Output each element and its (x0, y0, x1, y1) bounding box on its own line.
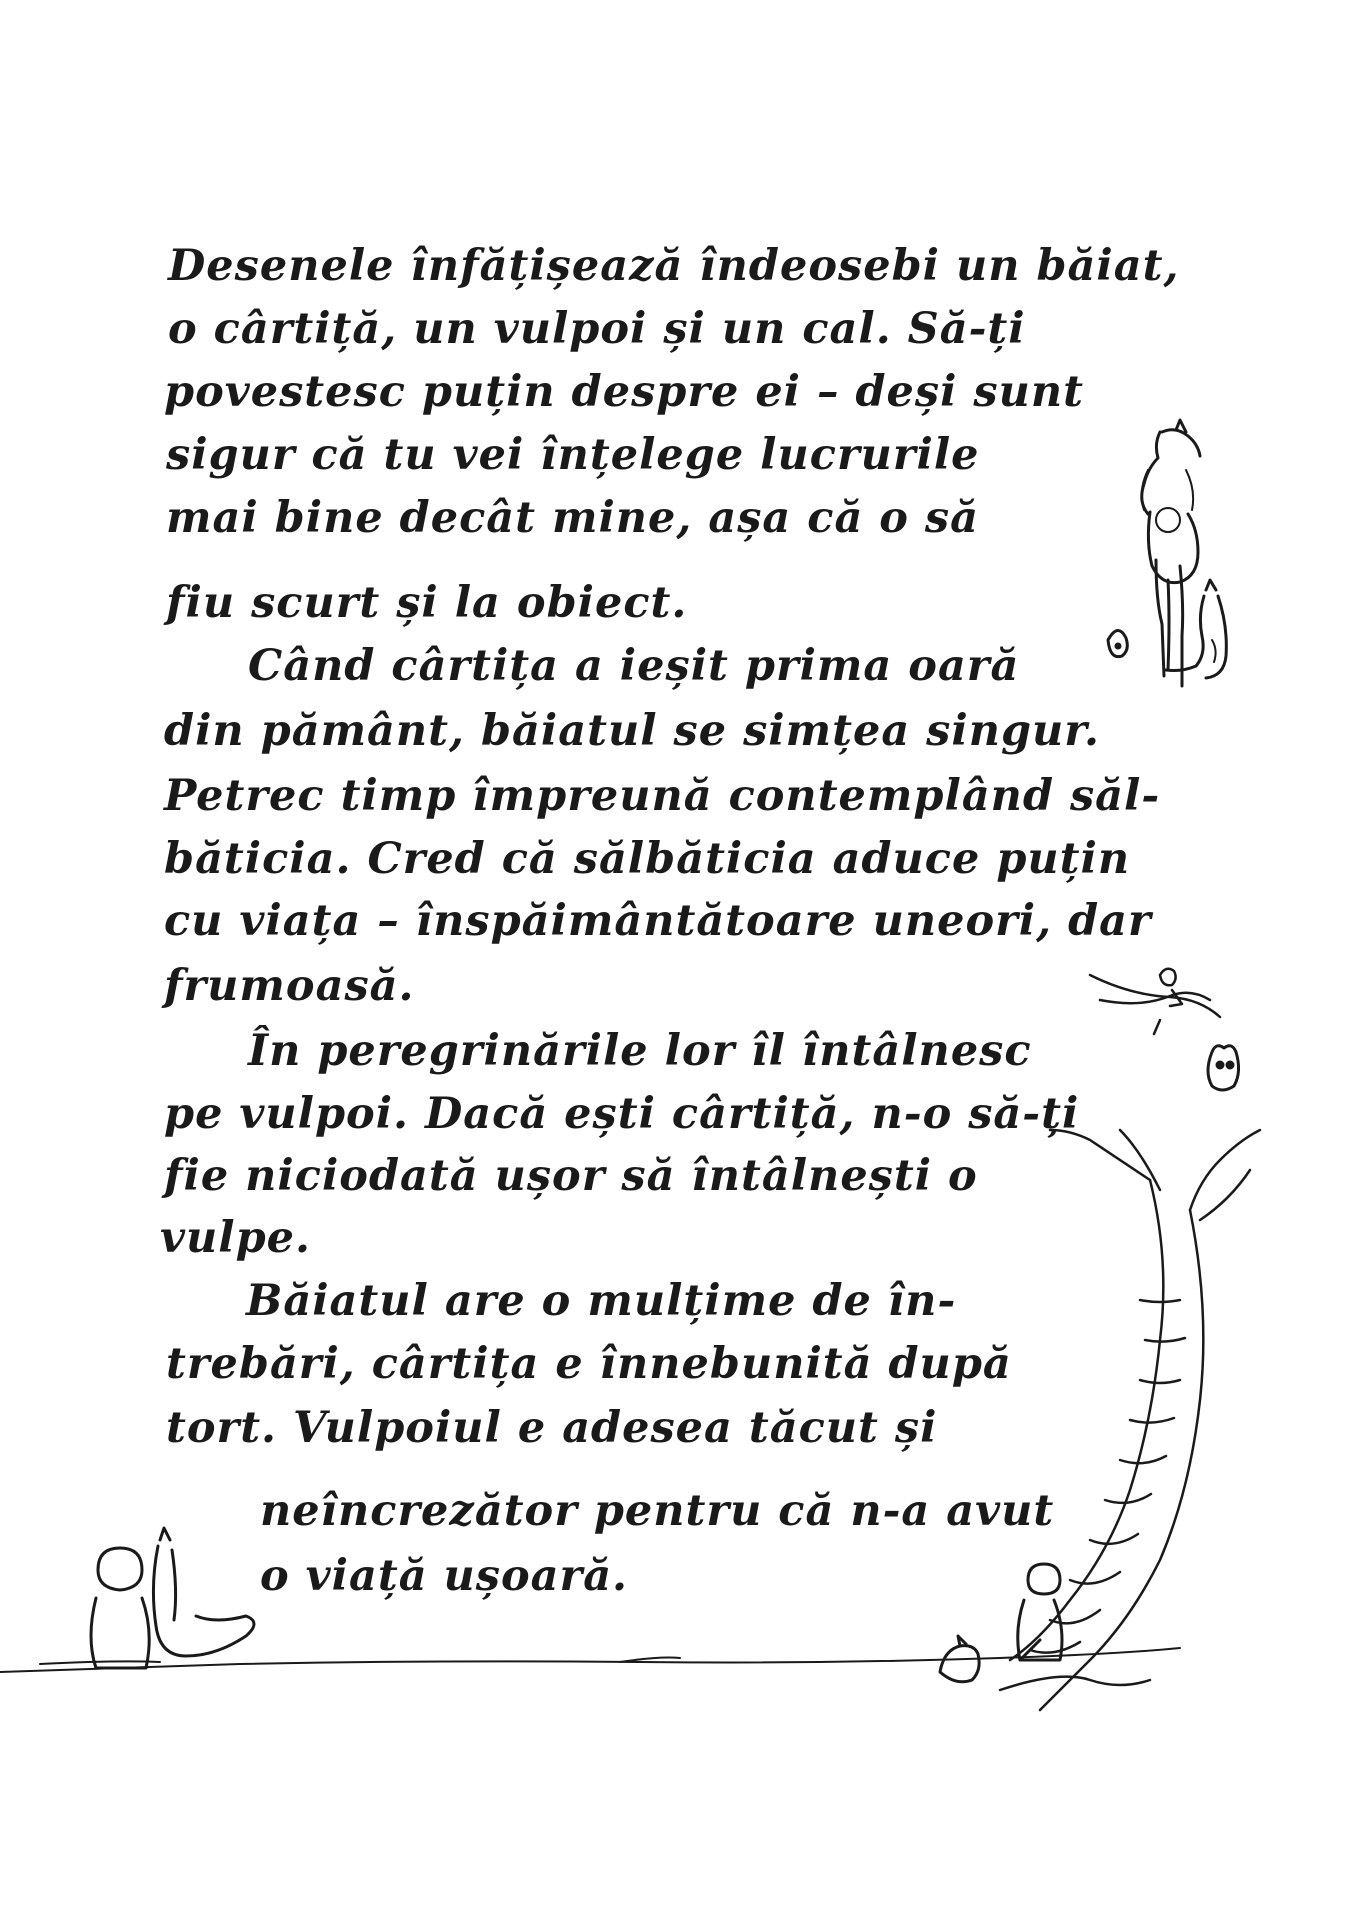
tree-drawing-icon (1000, 1130, 1260, 1710)
text-line: Petrec timp împreună contemplând săl- (164, 771, 1161, 821)
text-line: Băiatul are o mulțime de în- (246, 1276, 957, 1326)
bird-on-branch-icon (1090, 969, 1220, 1034)
horse-drawing-icon (1142, 420, 1200, 686)
text-line: tort. Vulpoiul e adesea tăcut și (166, 1403, 938, 1453)
text-line: cu viața – înspăimântătoare uneori, dar (164, 896, 1152, 946)
text-line: În peregrinările lor îl întâlnesc (248, 1026, 1032, 1076)
text-line: Desenele înfățișează îndeosebi un băiat, (168, 241, 1180, 291)
text-line: neîncrezător pentru că n-a avut (260, 1486, 1055, 1536)
text-line: o cârtiță, un vulpoi și un cal. Să-ți (168, 304, 1026, 354)
owl-drawing-icon (1208, 1046, 1239, 1090)
text-line: trebări, cârtița e înnebunită după (166, 1339, 1012, 1389)
text-line: mai bine decât mine, așa că o să (166, 493, 979, 543)
text-line: sigur că tu vei înțelege lucrurile (166, 430, 980, 480)
text-line: pe vulpoi. Dacă ești cârtiță, n-o să-ți (164, 1089, 1080, 1139)
boy-under-tree-icon (940, 1564, 1062, 1682)
text-line: fiu scurt și la obiect. (166, 578, 688, 628)
ground-line (0, 1648, 1180, 1672)
text-line: băticia. Cred că sălbăticia aduce puțin (164, 834, 1131, 884)
text-line: din pământ, băiatul se simțea singur. (164, 706, 1100, 756)
boy-and-fox-drawing-icon (91, 1528, 254, 1668)
text-line: frumoasă. (164, 961, 415, 1011)
fox-drawing-icon (1166, 580, 1226, 678)
text-line: o viață ușoară. (260, 1551, 629, 1601)
text-line: Când cârtița a ieșit prima oară (248, 641, 1020, 691)
mole-drawing-icon (1108, 630, 1127, 656)
text-line: fie niciodată ușor să întâlnești o (164, 1151, 978, 1201)
text-line: vulpe. (160, 1213, 311, 1263)
text-line: povestesc puțin despre ei – deși sunt (164, 367, 1084, 417)
